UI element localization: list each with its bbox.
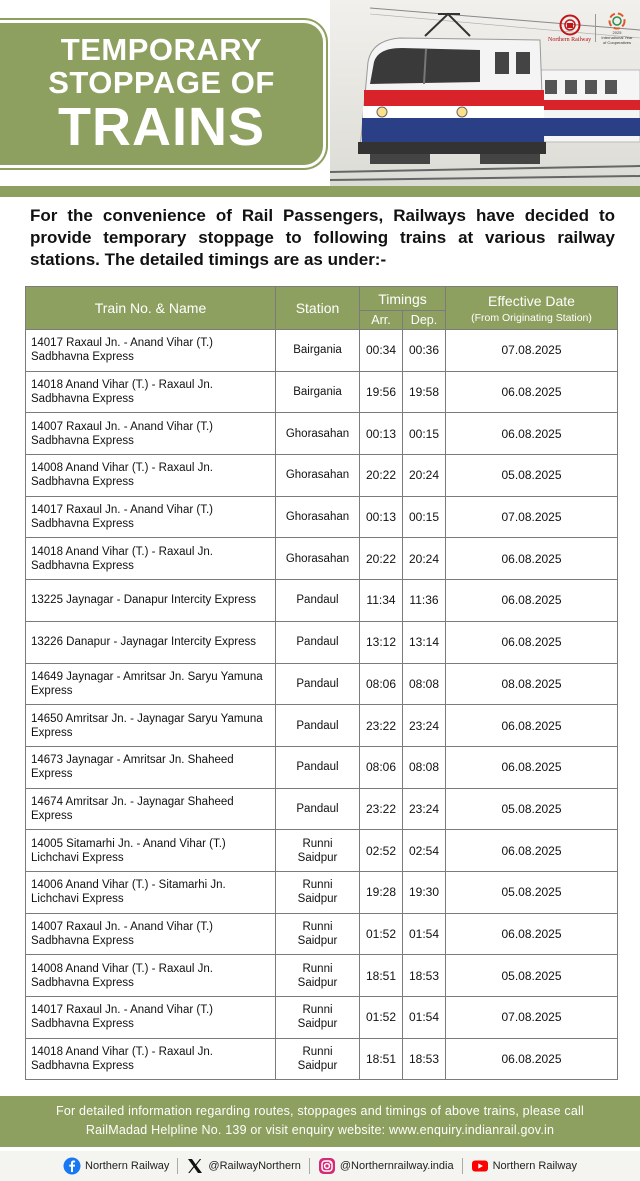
table-row: [26, 455, 618, 497]
facebook-icon: [63, 1157, 81, 1175]
table-row: [26, 663, 618, 705]
station: Pandaul: [276, 705, 360, 747]
train-name: 14674 Amritsar Jn. - Jaynagar Shaheed Express: [26, 788, 276, 830]
social-divider: [309, 1158, 310, 1174]
train-name: 14018 Anand Vihar (T.) - Raxaul Jn. Sadbhavna Express: [26, 371, 276, 413]
youtube-icon: [471, 1157, 489, 1175]
northern-railway-logo-text: Northern Railway: [548, 36, 592, 43]
arrival: 00:13: [360, 413, 403, 455]
effective-date: 05.08.2025: [446, 788, 618, 830]
header-station: Station: [276, 287, 360, 330]
station-line-2: Saidpur: [297, 893, 338, 906]
departure: 23:24: [403, 788, 446, 830]
station-line-1: Runni: [302, 1046, 333, 1059]
header-bottom-rule: [0, 186, 640, 197]
table-row: [26, 621, 618, 663]
facebook-handle: Northern Railway: [85, 1160, 170, 1172]
effective-date: 05.08.2025: [446, 955, 618, 997]
departure: 00:15: [403, 413, 446, 455]
header-arr: Arr.: [360, 311, 403, 330]
youtube-handle: Northern Railway: [492, 1160, 577, 1172]
table-row: [26, 413, 618, 455]
header-effective-date-sub: (From Originating Station): [471, 311, 592, 324]
title-line-3: TRAINS: [58, 97, 265, 157]
iyc-logo-year: 2025: [612, 29, 622, 35]
train-name: 14008 Anand Vihar (T.) - Raxaul Jn. Sadbhavna Express: [26, 455, 276, 497]
social-divider: [177, 1158, 178, 1174]
arrival: 11:34: [360, 580, 403, 622]
arrival: 19:28: [360, 871, 403, 913]
stoppage-table: [25, 286, 618, 1080]
effective-date: 06.08.2025: [446, 1038, 618, 1080]
station: Bairgania: [276, 330, 360, 372]
train-name: 14650 Amritsar Jn. - Jaynagar Saryu Yamuna Express: [26, 705, 276, 747]
arrival: 08:06: [360, 663, 403, 705]
iyc-logo: [600, 12, 634, 45]
table-row: [26, 997, 618, 1039]
station: [276, 871, 360, 913]
train-name: 14005 Sitamarhi Jn. - Anand Vihar (T.) Lichchavi Express: [26, 830, 276, 872]
effective-date: 07.08.2025: [446, 496, 618, 538]
header-train: Train No. & Name: [26, 287, 276, 330]
table-row: [26, 955, 618, 997]
station: Bairgania: [276, 371, 360, 413]
departure: 00:15: [403, 496, 446, 538]
departure: 23:24: [403, 705, 446, 747]
departure: 19:30: [403, 871, 446, 913]
station: Ghorasahan: [276, 538, 360, 580]
intro-paragraph: For the convenience of Rail Passengers, Railways have decided to provide temporary stoppage to following trains at various railway stations. The detailed timings are as under:-: [30, 206, 615, 269]
table-row: [26, 871, 618, 913]
train-name: 14007 Raxaul Jn. - Anand Vihar (T.) Sadbhavna Express: [26, 413, 276, 455]
station: [276, 997, 360, 1039]
table-row: [26, 913, 618, 955]
arrival: 18:51: [360, 1038, 403, 1080]
arrival: 01:52: [360, 913, 403, 955]
footer-line-2: RailMadad Helpline No. 139 or visit enquiry website: www.enquiry.indianrail.gov.in: [85, 1123, 555, 1137]
header-banner: [0, 0, 640, 197]
arrival: 20:22: [360, 455, 403, 497]
social-bar: [0, 1151, 640, 1181]
departure: 00:36: [403, 330, 446, 372]
departure: 11:36: [403, 580, 446, 622]
table-row: [26, 1038, 618, 1080]
departure: 01:54: [403, 997, 446, 1039]
departure: 19:58: [403, 371, 446, 413]
effective-date: 07.08.2025: [446, 997, 618, 1039]
arrival: 23:22: [360, 705, 403, 747]
station: Ghorasahan: [276, 413, 360, 455]
footer-helpline: [0, 1096, 640, 1147]
header-effective-date-label: Effective Date: [488, 292, 575, 309]
effective-date: 05.08.2025: [446, 871, 618, 913]
table-row: [26, 580, 618, 622]
station: Pandaul: [276, 580, 360, 622]
header-dep: Dep.: [403, 311, 446, 330]
departure: 18:53: [403, 1038, 446, 1080]
train-name: 14008 Anand Vihar (T.) - Raxaul Jn. Sadbhavna Express: [26, 955, 276, 997]
train-name: 13226 Danapur - Jaynagar Intercity Express: [26, 621, 276, 663]
table-row: [26, 830, 618, 872]
instagram-link[interactable]: [318, 1157, 454, 1175]
departure: 08:08: [403, 663, 446, 705]
effective-date: 06.08.2025: [446, 913, 618, 955]
station: [276, 830, 360, 872]
station: Pandaul: [276, 788, 360, 830]
arrival: 23:22: [360, 788, 403, 830]
station-line-2: Saidpur: [297, 934, 338, 947]
effective-date: 06.08.2025: [446, 621, 618, 663]
arrival: 00:13: [360, 496, 403, 538]
train-name: 14018 Anand Vihar (T.) - Raxaul Jn. Sadbhavna Express: [26, 538, 276, 580]
station: Pandaul: [276, 621, 360, 663]
cooperatives-emblem-icon: [608, 12, 626, 30]
table-row: [26, 705, 618, 747]
train-name: 14017 Raxaul Jn. - Anand Vihar (T.) Sadbhavna Express: [26, 330, 276, 372]
station-line-1: Runni: [302, 962, 333, 975]
title-line-2: STOPPAGE OF: [48, 65, 275, 100]
train-name: 13225 Jaynagar - Danapur Intercity Express: [26, 580, 276, 622]
youtube-link[interactable]: [471, 1157, 577, 1175]
train-name: 14649 Jaynagar - Amritsar Jn. Saryu Yamuna Express: [26, 663, 276, 705]
station-line-1: Runni: [302, 879, 333, 892]
table-row: [26, 538, 618, 580]
footer-line-1: For detailed information regarding routes, stoppages and timings of above trains, please call: [56, 1104, 584, 1118]
train-name: 14007 Raxaul Jn. - Anand Vihar (T.) Sadbhavna Express: [26, 913, 276, 955]
departure: 20:24: [403, 538, 446, 580]
station-line-1: Runni: [302, 920, 333, 933]
arrival: 01:52: [360, 997, 403, 1039]
title-box: [0, 20, 326, 168]
table-row: [26, 371, 618, 413]
effective-date: 06.08.2025: [446, 580, 618, 622]
iyc-logo-text: International Year of Cooperatives: [601, 34, 633, 45]
table-row: [26, 496, 618, 538]
train-name: 14673 Jaynagar - Amritsar Jn. Shaheed Express: [26, 746, 276, 788]
title-line-1: TEMPORARY: [60, 32, 263, 67]
train-name: 14017 Raxaul Jn. - Anand Vihar (T.) Sadbhavna Express: [26, 997, 276, 1039]
train-name: 14006 Anand Vihar (T.) - Sitamarhi Jn. Lichchavi Express: [26, 871, 276, 913]
x-link[interactable]: [186, 1157, 300, 1175]
table-row: [26, 330, 618, 372]
logo-divider: [595, 14, 596, 42]
departure: 08:08: [403, 746, 446, 788]
table-row: [26, 788, 618, 830]
effective-date: 06.08.2025: [446, 705, 618, 747]
station: [276, 955, 360, 997]
railway-emblem-icon: [559, 14, 581, 36]
table-row: [26, 746, 618, 788]
station-line-1: Runni: [302, 837, 333, 850]
departure: 02:54: [403, 830, 446, 872]
station: Pandaul: [276, 663, 360, 705]
instagram-icon: [318, 1157, 336, 1175]
station-line-1: Runni: [302, 1004, 333, 1017]
departure: 18:53: [403, 955, 446, 997]
effective-date: 05.08.2025: [446, 455, 618, 497]
arrival: 19:56: [360, 371, 403, 413]
header-logos: [548, 10, 634, 46]
train-name: 14018 Anand Vihar (T.) - Raxaul Jn. Sadbhavna Express: [26, 1038, 276, 1080]
station: [276, 1038, 360, 1080]
effective-date: 08.08.2025: [446, 663, 618, 705]
instagram-handle: @Northernrailway.india: [339, 1160, 454, 1172]
arrival: 02:52: [360, 830, 403, 872]
x-handle: @RailwayNorthern: [208, 1160, 301, 1172]
header-timings: Timings: [360, 287, 446, 311]
station: [276, 913, 360, 955]
departure: 01:54: [403, 913, 446, 955]
station: Ghorasahan: [276, 455, 360, 497]
effective-date: 07.08.2025: [446, 330, 618, 372]
station-line-2: Saidpur: [297, 1060, 338, 1073]
station-line-2: Saidpur: [297, 851, 338, 864]
departure: 20:24: [403, 455, 446, 497]
station: Pandaul: [276, 746, 360, 788]
effective-date: 06.08.2025: [446, 371, 618, 413]
arrival: 13:12: [360, 621, 403, 663]
arrival: 00:34: [360, 330, 403, 372]
train-name: 14017 Raxaul Jn. - Anand Vihar (T.) Sadbhavna Express: [26, 496, 276, 538]
northern-railway-logo: [548, 14, 591, 43]
station-line-2: Saidpur: [297, 976, 338, 989]
effective-date: 06.08.2025: [446, 830, 618, 872]
social-divider: [462, 1158, 463, 1174]
arrival: 18:51: [360, 955, 403, 997]
arrival: 08:06: [360, 746, 403, 788]
station-line-2: Saidpur: [297, 1018, 338, 1031]
header-effective-date: [446, 287, 618, 330]
arrival: 20:22: [360, 538, 403, 580]
effective-date: 06.08.2025: [446, 413, 618, 455]
x-twitter-icon: [186, 1157, 204, 1175]
facebook-link[interactable]: [63, 1157, 169, 1175]
effective-date: 06.08.2025: [446, 538, 618, 580]
effective-date: 06.08.2025: [446, 746, 618, 788]
departure: 13:14: [403, 621, 446, 663]
station: Ghorasahan: [276, 496, 360, 538]
